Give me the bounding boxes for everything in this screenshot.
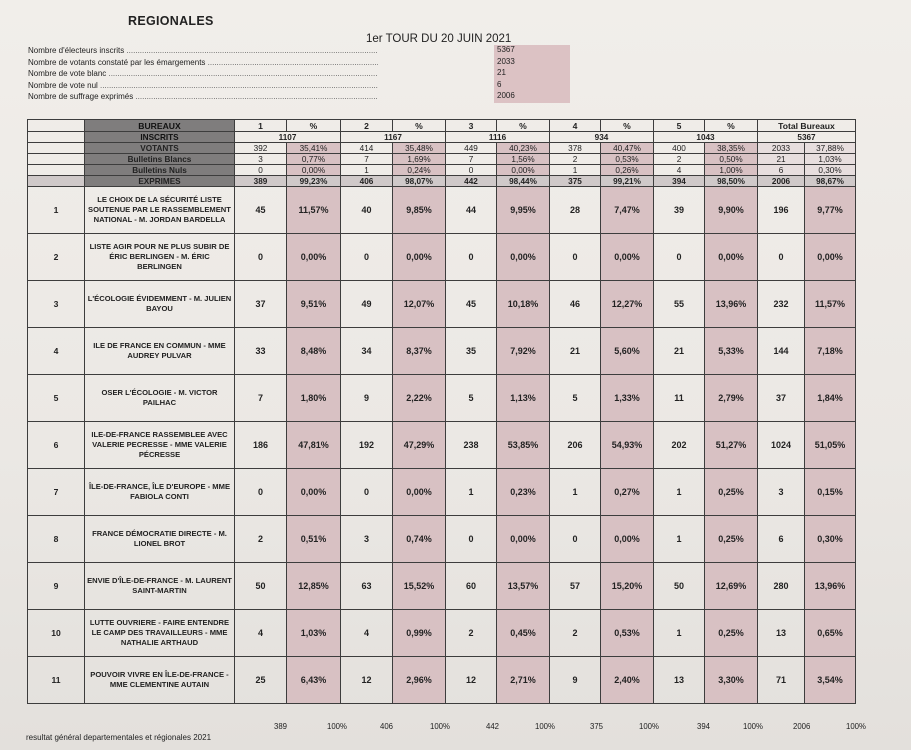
list-cell: 2	[550, 610, 601, 657]
stats-cell: 98,50%	[705, 176, 758, 187]
list-cell: 13,57%	[497, 563, 550, 610]
stats-cell: 389	[235, 176, 287, 187]
list-cell: 0,99%	[393, 610, 446, 657]
list-cell: 0	[758, 234, 805, 281]
stats-cell: 2	[654, 154, 705, 165]
header-cell: 5	[654, 120, 705, 132]
list-index: 10	[28, 610, 85, 657]
list-cell: 5	[550, 375, 601, 422]
stats-cell: 1,69%	[393, 154, 446, 165]
stats-cell: 1,56%	[497, 154, 550, 165]
stats-cell: 3	[235, 154, 287, 165]
stats-cell: 0	[446, 165, 497, 176]
stats-cell: 0,53%	[601, 154, 654, 165]
list-cell: 4	[341, 610, 393, 657]
summary-value: 2006	[494, 91, 570, 103]
summary-value: 5367	[494, 45, 570, 57]
footer-total: 100%	[639, 722, 659, 731]
header-cell: %	[393, 120, 446, 132]
summary-value: 2033	[494, 57, 570, 69]
list-row	[28, 657, 856, 704]
list-cell: 0,23%	[497, 469, 550, 516]
footer-total: 100%	[743, 722, 763, 731]
row-label: Bulletins Blancs	[85, 154, 235, 165]
list-cell: 192	[341, 422, 393, 469]
list-name: ILE DE FRANCE EN COMMUN - MME AUDREY PULVAR	[85, 328, 235, 375]
inscrits-row	[28, 132, 856, 143]
list-index: 11	[28, 657, 85, 704]
summary-label: Nombre de vote nul .....	[28, 81, 378, 90]
list-cell: 13,96%	[805, 563, 856, 610]
list-index: 1	[28, 187, 85, 234]
list-row	[28, 422, 856, 469]
list-cell: 0	[235, 234, 287, 281]
list-cell: 0,53%	[601, 610, 654, 657]
list-cell: 0	[341, 469, 393, 516]
list-cell: 25	[235, 657, 287, 704]
list-cell: 9,90%	[705, 187, 758, 234]
header-cell: 2	[341, 120, 393, 132]
stats-cell: 442	[446, 176, 497, 187]
list-cell: 0,25%	[705, 610, 758, 657]
row-index	[28, 143, 85, 154]
header-cell: 3	[446, 120, 497, 132]
list-cell: 9	[341, 375, 393, 422]
list-index: 9	[28, 563, 85, 610]
list-row	[28, 469, 856, 516]
summary-label: Nombre de votants constaté par les émargements .....	[28, 58, 378, 67]
stats-cell: 40,47%	[601, 143, 654, 154]
summary-value: 6	[494, 80, 570, 92]
list-index: 2	[28, 234, 85, 281]
list-name: ÎLE-DE-FRANCE, ÎLE D'EUROPE - MME FABIOLA CONTI	[85, 469, 235, 516]
list-cell: 3	[758, 469, 805, 516]
list-row	[28, 563, 856, 610]
list-cell: 39	[654, 187, 705, 234]
list-name: ENVIE D'ÎLE-DE-FRANCE - M. LAURENT SAINT-MARTIN	[85, 563, 235, 610]
stats-cell: 0,00%	[497, 165, 550, 176]
list-cell: 50	[654, 563, 705, 610]
summary-row	[28, 81, 548, 93]
list-cell: 6	[758, 516, 805, 563]
list-cell: 1,84%	[805, 375, 856, 422]
list-cell: 45	[235, 187, 287, 234]
list-cell: 0,00%	[497, 234, 550, 281]
list-cell: 9	[550, 657, 601, 704]
list-cell: 46	[550, 281, 601, 328]
stats-cell: 400	[654, 143, 705, 154]
stats-cell: 0,30%	[805, 165, 856, 176]
stats-cell: 99,21%	[601, 176, 654, 187]
list-cell: 49	[341, 281, 393, 328]
list-cell: 7,18%	[805, 328, 856, 375]
list-cell: 21	[654, 328, 705, 375]
list-cell: 53,85%	[497, 422, 550, 469]
inscrits-value: 1107	[235, 132, 341, 143]
list-cell: 13	[758, 610, 805, 657]
list-cell: 54,93%	[601, 422, 654, 469]
page-subtitle: 1er TOUR DU 20 JUIN 2021	[366, 33, 512, 45]
footer-total: 375	[590, 722, 604, 731]
list-cell: 11,57%	[805, 281, 856, 328]
header-cell-total: Total Bureaux	[758, 120, 856, 132]
list-row	[28, 610, 856, 657]
list-cell: 12	[341, 657, 393, 704]
list-cell: 196	[758, 187, 805, 234]
list-cell: 5,33%	[705, 328, 758, 375]
list-cell: 0	[550, 516, 601, 563]
list-cell: 12,85%	[287, 563, 341, 610]
list-cell: 2,96%	[393, 657, 446, 704]
header-cell: %	[601, 120, 654, 132]
list-cell: 2	[446, 610, 497, 657]
list-name: L'ÉCOLOGIE ÉVIDEMMENT - M. JULIEN BAYOU	[85, 281, 235, 328]
stats-cell: 406	[341, 176, 393, 187]
list-cell: 3,30%	[705, 657, 758, 704]
stats-cell: 21	[758, 154, 805, 165]
list-cell: 1	[550, 469, 601, 516]
list-cell: 34	[341, 328, 393, 375]
list-cell: 2,71%	[497, 657, 550, 704]
stats-cell: 375	[550, 176, 601, 187]
list-cell: 15,20%	[601, 563, 654, 610]
list-cell: 238	[446, 422, 497, 469]
list-cell: 0	[654, 234, 705, 281]
stats-cell: 2006	[758, 176, 805, 187]
stats-cell: 1	[550, 165, 601, 176]
stats-row	[28, 143, 856, 154]
list-cell: 0,00%	[497, 516, 550, 563]
stats-cell: 0,24%	[393, 165, 446, 176]
list-cell: 10,18%	[497, 281, 550, 328]
header-corner	[28, 120, 85, 132]
summary-row	[28, 46, 548, 58]
list-index: 8	[28, 516, 85, 563]
list-cell: 0,30%	[805, 516, 856, 563]
list-row	[28, 328, 856, 375]
list-name: LE CHOIX DE LA SÉCURITÉ LISTE SOUTENUE PAR LE RASSEMBLEMENT NATIONAL - M. JORDAN BARDELLA	[85, 187, 235, 234]
list-cell: 35	[446, 328, 497, 375]
list-index: 3	[28, 281, 85, 328]
row-index	[28, 165, 85, 176]
row-label: Bulletins Nuls	[85, 165, 235, 176]
list-cell: 1	[654, 516, 705, 563]
stats-cell: 449	[446, 143, 497, 154]
list-name: LUTTE OUVRIERE - FAIRE ENTENDRE LE CAMP DES TRAVAILLEURS - MME NATHALIE ARTHAUD	[85, 610, 235, 657]
list-cell: 13,96%	[705, 281, 758, 328]
stats-cell: 99,23%	[287, 176, 341, 187]
list-cell: 37	[758, 375, 805, 422]
row-index	[28, 154, 85, 165]
stats-cell: 1	[341, 165, 393, 176]
list-cell: 0,00%	[393, 234, 446, 281]
stats-cell: 35,41%	[287, 143, 341, 154]
list-cell: 11	[654, 375, 705, 422]
footer-total: 2006	[793, 722, 811, 731]
stats-cell: 37,88%	[805, 143, 856, 154]
list-name: OSER L'ÉCOLOGIE - M. VICTOR PAILHAC	[85, 375, 235, 422]
list-cell: 144	[758, 328, 805, 375]
stats-cell: 38,35%	[705, 143, 758, 154]
header-cell: 4	[550, 120, 601, 132]
list-cell: 0	[550, 234, 601, 281]
list-cell: 0,15%	[805, 469, 856, 516]
list-cell: 2,40%	[601, 657, 654, 704]
stats-cell: 6	[758, 165, 805, 176]
stats-cell: 98,44%	[497, 176, 550, 187]
list-row	[28, 281, 856, 328]
stats-cell: 98,07%	[393, 176, 446, 187]
stats-cell: 378	[550, 143, 601, 154]
list-cell: 3,54%	[805, 657, 856, 704]
list-cell: 47,81%	[287, 422, 341, 469]
list-index: 6	[28, 422, 85, 469]
footer-total: 100%	[327, 722, 347, 731]
list-cell: 0,51%	[287, 516, 341, 563]
row-index	[28, 176, 85, 187]
list-cell: 0,45%	[497, 610, 550, 657]
stats-cell: 0,00%	[287, 165, 341, 176]
list-cell: 12,07%	[393, 281, 446, 328]
list-cell: 0	[341, 234, 393, 281]
list-cell: 40	[341, 187, 393, 234]
row-label: INSCRITS	[85, 132, 235, 143]
header-cell: %	[705, 120, 758, 132]
stats-cell: 1,03%	[805, 154, 856, 165]
list-name: POUVOIR VIVRE EN ÎLE-DE-FRANCE - MME CLEMENTINE AUTAIN	[85, 657, 235, 704]
list-index: 7	[28, 469, 85, 516]
footer-note: resultat général departementales et régionales 2021	[26, 733, 212, 742]
stats-cell: 1,00%	[705, 165, 758, 176]
summary-row	[28, 69, 548, 81]
list-cell: 71	[758, 657, 805, 704]
stats-cell: 0	[235, 165, 287, 176]
list-cell: 9,51%	[287, 281, 341, 328]
stats-cell: 40,23%	[497, 143, 550, 154]
list-cell: 60	[446, 563, 497, 610]
list-cell: 28	[550, 187, 601, 234]
summary-label: Nombre de suffrage exprimés .....	[28, 92, 378, 101]
stats-row	[28, 176, 856, 187]
list-row	[28, 234, 856, 281]
list-name: ILE-DE-FRANCE RASSEMBLEE AVEC VALERIE PECRESSE - MME VALERIE PÉCRESSE	[85, 422, 235, 469]
stats-cell: 392	[235, 143, 287, 154]
list-cell: 51,05%	[805, 422, 856, 469]
list-cell: 12	[446, 657, 497, 704]
list-cell: 63	[341, 563, 393, 610]
stats-cell: 394	[654, 176, 705, 187]
list-cell: 7	[235, 375, 287, 422]
list-cell: 8,48%	[287, 328, 341, 375]
list-cell: 7,47%	[601, 187, 654, 234]
stats-row	[28, 165, 856, 176]
list-cell: 13	[654, 657, 705, 704]
list-cell: 0,00%	[601, 234, 654, 281]
row-label: VOTANTS	[85, 143, 235, 154]
row-label: EXPRIMES	[85, 176, 235, 187]
list-cell: 0,25%	[705, 469, 758, 516]
list-cell: 206	[550, 422, 601, 469]
list-cell: 0,27%	[601, 469, 654, 516]
list-cell: 0,00%	[705, 234, 758, 281]
list-cell: 0,00%	[287, 234, 341, 281]
list-cell: 0	[235, 469, 287, 516]
list-cell: 1,13%	[497, 375, 550, 422]
footer-total: 389	[274, 722, 288, 731]
list-cell: 2,22%	[393, 375, 446, 422]
footer-total: 442	[486, 722, 500, 731]
list-index: 4	[28, 328, 85, 375]
list-cell: 1	[654, 610, 705, 657]
list-cell: 57	[550, 563, 601, 610]
list-cell: 4	[235, 610, 287, 657]
summary-label: Nombre d'électeurs inscrits .....	[28, 46, 378, 55]
summary-label: Nombre de vote blanc .....	[28, 69, 378, 78]
list-cell: 55	[654, 281, 705, 328]
list-cell: 0	[446, 516, 497, 563]
list-cell: 21	[550, 328, 601, 375]
list-cell: 9,77%	[805, 187, 856, 234]
stats-cell: 7	[341, 154, 393, 165]
list-index: 5	[28, 375, 85, 422]
list-cell: 1	[446, 469, 497, 516]
list-cell: 0,00%	[601, 516, 654, 563]
header-cell: 1	[235, 120, 287, 132]
results-body	[28, 120, 856, 704]
summary-row	[28, 92, 548, 104]
footer-total: 100%	[535, 722, 555, 731]
list-cell: 1024	[758, 422, 805, 469]
summary-value: 21	[494, 68, 570, 80]
stats-cell: 4	[654, 165, 705, 176]
stats-cell: 0,77%	[287, 154, 341, 165]
list-cell: 15,52%	[393, 563, 446, 610]
list-row	[28, 516, 856, 563]
list-cell: 0,00%	[805, 234, 856, 281]
list-cell: 5	[446, 375, 497, 422]
footer-total: 394	[697, 722, 711, 731]
list-cell: 50	[235, 563, 287, 610]
header-row	[28, 120, 856, 132]
list-cell: 280	[758, 563, 805, 610]
list-cell: 1,03%	[287, 610, 341, 657]
list-cell: 202	[654, 422, 705, 469]
stats-cell: 2033	[758, 143, 805, 154]
summary-block	[28, 46, 548, 104]
list-name: FRANCE DÉMOCRATIE DIRECTE - M. LIONEL BROT	[85, 516, 235, 563]
inscrits-value: 1043	[654, 132, 758, 143]
list-cell: 186	[235, 422, 287, 469]
list-cell: 7,92%	[497, 328, 550, 375]
results-table	[27, 119, 856, 704]
stats-cell: 35,48%	[393, 143, 446, 154]
list-row	[28, 187, 856, 234]
inscrits-value: 1167	[341, 132, 446, 143]
list-cell: 12,27%	[601, 281, 654, 328]
stats-cell: 98,67%	[805, 176, 856, 187]
list-cell: 3	[341, 516, 393, 563]
stats-cell: 0,50%	[705, 154, 758, 165]
list-row	[28, 375, 856, 422]
inscrits-value: 5367	[758, 132, 856, 143]
stats-cell: 414	[341, 143, 393, 154]
list-cell: 1	[654, 469, 705, 516]
list-cell: 2,79%	[705, 375, 758, 422]
inscrits-value: 934	[550, 132, 654, 143]
list-cell: 2	[235, 516, 287, 563]
list-cell: 0,65%	[805, 610, 856, 657]
footer-total: 406	[380, 722, 394, 731]
stats-cell: 2	[550, 154, 601, 165]
list-cell: 1,80%	[287, 375, 341, 422]
row-index	[28, 132, 85, 143]
list-cell: 6,43%	[287, 657, 341, 704]
list-cell: 0,74%	[393, 516, 446, 563]
summary-row	[28, 58, 548, 70]
list-cell: 47,29%	[393, 422, 446, 469]
stats-cell: 7	[446, 154, 497, 165]
list-cell: 45	[446, 281, 497, 328]
list-cell: 0,00%	[287, 469, 341, 516]
list-cell: 12,69%	[705, 563, 758, 610]
list-cell: 33	[235, 328, 287, 375]
stats-row	[28, 154, 856, 165]
list-cell: 9,95%	[497, 187, 550, 234]
inscrits-value: 1116	[446, 132, 550, 143]
list-cell: 11,57%	[287, 187, 341, 234]
list-cell: 9,85%	[393, 187, 446, 234]
list-cell: 51,27%	[705, 422, 758, 469]
list-cell: 8,37%	[393, 328, 446, 375]
list-cell: 0	[446, 234, 497, 281]
list-cell: 44	[446, 187, 497, 234]
page-title: REGIONALES	[128, 14, 214, 28]
list-cell: 1,33%	[601, 375, 654, 422]
list-cell: 5,60%	[601, 328, 654, 375]
header-cell: %	[497, 120, 550, 132]
footer-total: 100%	[430, 722, 450, 731]
stats-cell: 0,26%	[601, 165, 654, 176]
list-cell: 0,25%	[705, 516, 758, 563]
header-cell: BUREAUX	[85, 120, 235, 132]
footer-total: 100%	[846, 722, 866, 731]
list-cell: 232	[758, 281, 805, 328]
header-cell: %	[287, 120, 341, 132]
list-cell: 37	[235, 281, 287, 328]
list-cell: 0,00%	[393, 469, 446, 516]
list-name: LISTE AGIR POUR NE PLUS SUBIR DE ÉRIC BERLINGEN - M. ÉRIC BERLINGEN	[85, 234, 235, 281]
